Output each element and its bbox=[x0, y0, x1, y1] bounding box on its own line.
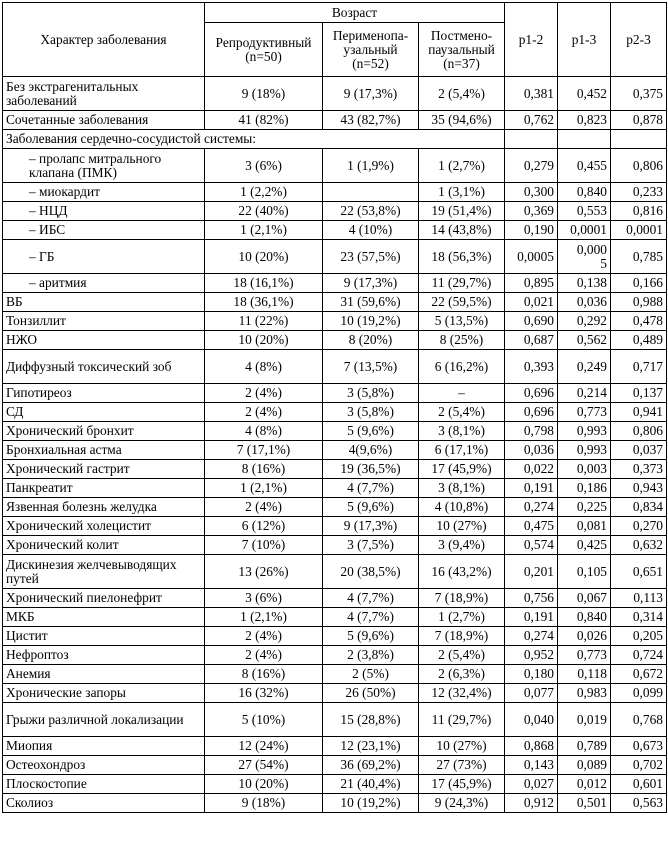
header-perimenopausal: Перименопа- узальный (n=52) bbox=[323, 23, 419, 77]
table-row bbox=[3, 403, 667, 422]
p23-value: 0,233 bbox=[611, 183, 667, 202]
perimenopausal-value: 4 (7,7%) bbox=[323, 608, 419, 627]
header-age-group: Возраст bbox=[205, 3, 505, 23]
perimenopausal-value: 4 (10%) bbox=[323, 221, 419, 240]
p23-value: 0,166 bbox=[611, 274, 667, 293]
header-p12: p1-2 bbox=[505, 3, 558, 77]
perimenopausal-value: 19 (36,5%) bbox=[323, 460, 419, 479]
p23-value: 0,099 bbox=[611, 684, 667, 703]
reproductive-value: 2 (4%) bbox=[205, 627, 323, 646]
p12-value: 0,756 bbox=[505, 589, 558, 608]
postmenopausal-value: 1 (2,7%) bbox=[419, 608, 505, 627]
p23-value: 0,673 bbox=[611, 737, 667, 756]
perimenopausal-value: 43 (82,7%) bbox=[323, 111, 419, 130]
disease-name: Язвенная болезнь желудка bbox=[3, 498, 205, 517]
p12-value: 0,022 bbox=[505, 460, 558, 479]
header-reproductive: Репродуктивный (n=50) bbox=[205, 23, 323, 77]
p13-value: 0,553 bbox=[558, 202, 611, 221]
reproductive-value: 9 (18%) bbox=[205, 77, 323, 111]
p13-value: 0,823 bbox=[558, 111, 611, 130]
p23-value: 0,785 bbox=[611, 240, 667, 274]
perimenopausal-value: 3 (5,8%) bbox=[323, 384, 419, 403]
table-row bbox=[3, 646, 667, 665]
p12-value: 0,190 bbox=[505, 221, 558, 240]
table-row bbox=[3, 536, 667, 555]
disease-name: Цистит bbox=[3, 627, 205, 646]
postmenopausal-value: 2 (6,3%) bbox=[419, 665, 505, 684]
postmenopausal-value: 7 (18,9%) bbox=[419, 589, 505, 608]
p12-value: 0,574 bbox=[505, 536, 558, 555]
postmenopausal-value: 4 (10,8%) bbox=[419, 498, 505, 517]
table-row bbox=[3, 684, 667, 703]
p12-value: 0,690 bbox=[505, 312, 558, 331]
table-row bbox=[3, 77, 667, 111]
p23-value: 0,601 bbox=[611, 775, 667, 794]
postmenopausal-value: 12 (32,4%) bbox=[419, 684, 505, 703]
p13-value: 0,118 bbox=[558, 665, 611, 684]
p12-value: 0,040 bbox=[505, 703, 558, 737]
section-row bbox=[3, 130, 667, 149]
p12-value: 0,027 bbox=[505, 775, 558, 794]
disease-name: Хронический колит bbox=[3, 536, 205, 555]
p13-value: 0,773 bbox=[558, 646, 611, 665]
perimenopausal-value: 2 (5%) bbox=[323, 665, 419, 684]
p23-value: 0,806 bbox=[611, 422, 667, 441]
p13-value: 0,186 bbox=[558, 479, 611, 498]
reproductive-value: 10 (20%) bbox=[205, 775, 323, 794]
table-row bbox=[3, 479, 667, 498]
perimenopausal-value: 4(9,6%) bbox=[323, 441, 419, 460]
header-disease: Характер заболевания bbox=[3, 3, 205, 77]
p13-value: 0,501 bbox=[558, 794, 611, 813]
p13-value: 0,789 bbox=[558, 737, 611, 756]
table-row bbox=[3, 703, 667, 737]
reproductive-value: 18 (36,1%) bbox=[205, 293, 323, 312]
disease-name: Сколиоз bbox=[3, 794, 205, 813]
p13-value: 0,455 bbox=[558, 149, 611, 183]
p13-value: 0,012 bbox=[558, 775, 611, 794]
p23-value: 0,651 bbox=[611, 555, 667, 589]
header-p13: p1-3 bbox=[558, 3, 611, 77]
p13-value: 0,225 bbox=[558, 498, 611, 517]
reproductive-value: 2 (4%) bbox=[205, 384, 323, 403]
p13-value: 0,105 bbox=[558, 555, 611, 589]
p12-value: 0,180 bbox=[505, 665, 558, 684]
reproductive-value: 9 (18%) bbox=[205, 794, 323, 813]
p13-value: 0,292 bbox=[558, 312, 611, 331]
p13-value: 0,003 bbox=[558, 460, 611, 479]
perimenopausal-value: 5 (9,6%) bbox=[323, 498, 419, 517]
reproductive-value: 4 (8%) bbox=[205, 422, 323, 441]
perimenopausal-value: 4 (7,7%) bbox=[323, 479, 419, 498]
perimenopausal-value: 21 (40,4%) bbox=[323, 775, 419, 794]
disease-name: Хронический пиелонефрит bbox=[3, 589, 205, 608]
postmenopausal-value: 3 (9,4%) bbox=[419, 536, 505, 555]
p23-value: 0,037 bbox=[611, 441, 667, 460]
p13-value: 0,019 bbox=[558, 703, 611, 737]
reproductive-value: 1 (2,2%) bbox=[205, 183, 323, 202]
reproductive-value: 5 (10%) bbox=[205, 703, 323, 737]
p23-value: 0,373 bbox=[611, 460, 667, 479]
disease-name: – ГБ bbox=[3, 240, 205, 274]
p23-value: 0,205 bbox=[611, 627, 667, 646]
postmenopausal-value: 1 (3,1%) bbox=[419, 183, 505, 202]
p12-value: 0,191 bbox=[505, 479, 558, 498]
p13-value: 0,840 bbox=[558, 183, 611, 202]
p13-value: 0,562 bbox=[558, 331, 611, 350]
table-row bbox=[3, 331, 667, 350]
p12-value: 0,696 bbox=[505, 403, 558, 422]
reproductive-value: 2 (4%) bbox=[205, 646, 323, 665]
section-title: Заболевания сердечно-сосудистой системы: bbox=[3, 130, 505, 149]
reproductive-value: 7 (10%) bbox=[205, 536, 323, 555]
postmenopausal-value: 1 (2,7%) bbox=[419, 149, 505, 183]
table-row bbox=[3, 312, 667, 331]
p23-value: 0,834 bbox=[611, 498, 667, 517]
p13-value: 0,081 bbox=[558, 517, 611, 536]
p12-value: 0,952 bbox=[505, 646, 558, 665]
table-row bbox=[3, 202, 667, 221]
p23-value: 0,632 bbox=[611, 536, 667, 555]
postmenopausal-value: 14 (43,8%) bbox=[419, 221, 505, 240]
p12-value: 0,868 bbox=[505, 737, 558, 756]
postmenopausal-value: 11 (29,7%) bbox=[419, 703, 505, 737]
reproductive-value: 4 (8%) bbox=[205, 350, 323, 384]
morbidity-table bbox=[2, 2, 667, 813]
p12-value: 0,300 bbox=[505, 183, 558, 202]
postmenopausal-value: 16 (43,2%) bbox=[419, 555, 505, 589]
empty-cell bbox=[611, 130, 667, 149]
p12-value: 0,369 bbox=[505, 202, 558, 221]
table-row bbox=[3, 183, 667, 202]
table-row bbox=[3, 665, 667, 684]
postmenopausal-value: 2 (5,4%) bbox=[419, 646, 505, 665]
table-row bbox=[3, 627, 667, 646]
disease-name: Гипотиреоз bbox=[3, 384, 205, 403]
postmenopausal-value: 17 (45,9%) bbox=[419, 775, 505, 794]
p12-value: 0,036 bbox=[505, 441, 558, 460]
p23-value: 0,270 bbox=[611, 517, 667, 536]
reproductive-value: 1 (2,1%) bbox=[205, 608, 323, 627]
p13-value: 0,089 bbox=[558, 756, 611, 775]
table-row bbox=[3, 460, 667, 479]
disease-name: ВБ bbox=[3, 293, 205, 312]
disease-name: Остеохондроз bbox=[3, 756, 205, 775]
reproductive-value: 18 (16,1%) bbox=[205, 274, 323, 293]
reproductive-value: 8 (16%) bbox=[205, 460, 323, 479]
reproductive-value: 1 (2,1%) bbox=[205, 221, 323, 240]
postmenopausal-value: 22 (59,5%) bbox=[419, 293, 505, 312]
postmenopausal-value: 35 (94,6%) bbox=[419, 111, 505, 130]
p23-value: 0,489 bbox=[611, 331, 667, 350]
reproductive-value: 16 (32%) bbox=[205, 684, 323, 703]
postmenopausal-value: 5 (13,5%) bbox=[419, 312, 505, 331]
reproductive-value: 27 (54%) bbox=[205, 756, 323, 775]
disease-name: НЖО bbox=[3, 331, 205, 350]
reproductive-value: 41 (82%) bbox=[205, 111, 323, 130]
table-row bbox=[3, 221, 667, 240]
disease-name: Анемия bbox=[3, 665, 205, 684]
perimenopausal-value: 1 (1,9%) bbox=[323, 149, 419, 183]
postmenopausal-value: 17 (45,9%) bbox=[419, 460, 505, 479]
p12-value: 0,201 bbox=[505, 555, 558, 589]
table-row bbox=[3, 350, 667, 384]
perimenopausal-value: 10 (19,2%) bbox=[323, 312, 419, 331]
disease-name: Диффузный токсический зоб bbox=[3, 350, 205, 384]
p23-value: 0,478 bbox=[611, 312, 667, 331]
perimenopausal-value: 12 (23,1%) bbox=[323, 737, 419, 756]
perimenopausal-value: 9 (17,3%) bbox=[323, 517, 419, 536]
table-row bbox=[3, 517, 667, 536]
p12-value: 0,143 bbox=[505, 756, 558, 775]
postmenopausal-value: 10 (27%) bbox=[419, 517, 505, 536]
reproductive-value: 12 (24%) bbox=[205, 737, 323, 756]
p23-value: 0,563 bbox=[611, 794, 667, 813]
p13-value: 0,773 bbox=[558, 403, 611, 422]
p23-value: 0,672 bbox=[611, 665, 667, 684]
disease-name: МКБ bbox=[3, 608, 205, 627]
p13-value: 0,993 bbox=[558, 441, 611, 460]
postmenopausal-value: 19 (51,4%) bbox=[419, 202, 505, 221]
p13-value: 0,993 bbox=[558, 422, 611, 441]
perimenopausal-value: 5 (9,6%) bbox=[323, 627, 419, 646]
header-postmenopausal: Постмено- паузальный (n=37) bbox=[419, 23, 505, 77]
p12-value: 0,381 bbox=[505, 77, 558, 111]
postmenopausal-value: 3 (8,1%) bbox=[419, 422, 505, 441]
perimenopausal-value: 2 (3,8%) bbox=[323, 646, 419, 665]
reproductive-value: 2 (4%) bbox=[205, 403, 323, 422]
reproductive-value: 3 (6%) bbox=[205, 149, 323, 183]
table-row bbox=[3, 775, 667, 794]
p23-value: 0,702 bbox=[611, 756, 667, 775]
p23-value: 0,314 bbox=[611, 608, 667, 627]
p23-value: 0,724 bbox=[611, 646, 667, 665]
p13-value: 0,425 bbox=[558, 536, 611, 555]
postmenopausal-value: 6 (16,2%) bbox=[419, 350, 505, 384]
perimenopausal-value: 9 (17,3%) bbox=[323, 77, 419, 111]
perimenopausal-value: 8 (20%) bbox=[323, 331, 419, 350]
p23-value: 0,988 bbox=[611, 293, 667, 312]
p12-value: 0,274 bbox=[505, 627, 558, 646]
postmenopausal-value: – bbox=[419, 384, 505, 403]
table-row bbox=[3, 498, 667, 517]
postmenopausal-value: 6 (17,1%) bbox=[419, 441, 505, 460]
postmenopausal-value: 27 (73%) bbox=[419, 756, 505, 775]
p23-value: 0,816 bbox=[611, 202, 667, 221]
perimenopausal-value: 22 (53,8%) bbox=[323, 202, 419, 221]
postmenopausal-value: 10 (27%) bbox=[419, 737, 505, 756]
postmenopausal-value: 8 (25%) bbox=[419, 331, 505, 350]
p12-value: 0,798 bbox=[505, 422, 558, 441]
reproductive-value: 2 (4%) bbox=[205, 498, 323, 517]
table-row bbox=[3, 756, 667, 775]
p23-value: 0,113 bbox=[611, 589, 667, 608]
perimenopausal-value: 20 (38,5%) bbox=[323, 555, 419, 589]
p23-value: 0,806 bbox=[611, 149, 667, 183]
table-row bbox=[3, 293, 667, 312]
postmenopausal-value: 9 (24,3%) bbox=[419, 794, 505, 813]
disease-name: Хронические запоры bbox=[3, 684, 205, 703]
p12-value: 0,687 bbox=[505, 331, 558, 350]
postmenopausal-value: 7 (18,9%) bbox=[419, 627, 505, 646]
reproductive-value: 11 (22%) bbox=[205, 312, 323, 331]
p13-value: 0,840 bbox=[558, 608, 611, 627]
perimenopausal-value: 31 (59,6%) bbox=[323, 293, 419, 312]
p13-value: 0,067 bbox=[558, 589, 611, 608]
p13-value: 0,983 bbox=[558, 684, 611, 703]
disease-name: – миокардит bbox=[3, 183, 205, 202]
table-row bbox=[3, 274, 667, 293]
p23-value: 0,717 bbox=[611, 350, 667, 384]
postmenopausal-value: 2 (5,4%) bbox=[419, 403, 505, 422]
p23-value: 0,941 bbox=[611, 403, 667, 422]
postmenopausal-value: 18 (56,3%) bbox=[419, 240, 505, 274]
table-row bbox=[3, 555, 667, 589]
table-row bbox=[3, 240, 667, 274]
reproductive-value: 8 (16%) bbox=[205, 665, 323, 684]
p13-value: 0,026 bbox=[558, 627, 611, 646]
disease-name: Без экстрагенитальных заболеваний bbox=[3, 77, 205, 111]
disease-name: Хронический гастрит bbox=[3, 460, 205, 479]
table-body bbox=[3, 77, 667, 813]
p23-value: 0,943 bbox=[611, 479, 667, 498]
p13-value: 0,0001 bbox=[558, 221, 611, 240]
p12-value: 0,895 bbox=[505, 274, 558, 293]
p12-value: 0,0005 bbox=[505, 240, 558, 274]
p12-value: 0,274 bbox=[505, 498, 558, 517]
table-row bbox=[3, 589, 667, 608]
perimenopausal-value: 15 (28,8%) bbox=[323, 703, 419, 737]
p13-value: 0,000 5 bbox=[558, 240, 611, 274]
p12-value: 0,762 bbox=[505, 111, 558, 130]
perimenopausal-value: 9 (17,3%) bbox=[323, 274, 419, 293]
reproductive-value: 10 (20%) bbox=[205, 240, 323, 274]
disease-name: СД bbox=[3, 403, 205, 422]
p23-value: 0,375 bbox=[611, 77, 667, 111]
reproductive-value: 7 (17,1%) bbox=[205, 441, 323, 460]
empty-cell bbox=[558, 130, 611, 149]
reproductive-value: 1 (2,1%) bbox=[205, 479, 323, 498]
disease-name: Дискинезия желчевыводящих путей bbox=[3, 555, 205, 589]
disease-name: – пролапс митрального клапана (ПМК) bbox=[3, 149, 205, 183]
p12-value: 0,021 bbox=[505, 293, 558, 312]
reproductive-value: 10 (20%) bbox=[205, 331, 323, 350]
disease-name: – НЦД bbox=[3, 202, 205, 221]
perimenopausal-value: 3 (5,8%) bbox=[323, 403, 419, 422]
table-row bbox=[3, 149, 667, 183]
perimenopausal-value: 36 (69,2%) bbox=[323, 756, 419, 775]
disease-name: Сочетанные заболевания bbox=[3, 111, 205, 130]
table-row bbox=[3, 111, 667, 130]
disease-name: – аритмия bbox=[3, 274, 205, 293]
reproductive-value: 22 (40%) bbox=[205, 202, 323, 221]
disease-name: Миопия bbox=[3, 737, 205, 756]
perimenopausal-value: 26 (50%) bbox=[323, 684, 419, 703]
disease-name: Панкреатит bbox=[3, 479, 205, 498]
p23-value: 0,878 bbox=[611, 111, 667, 130]
reproductive-value: 13 (26%) bbox=[205, 555, 323, 589]
p13-value: 0,452 bbox=[558, 77, 611, 111]
p12-value: 0,191 bbox=[505, 608, 558, 627]
p12-value: 0,912 bbox=[505, 794, 558, 813]
perimenopausal-value: 23 (57,5%) bbox=[323, 240, 419, 274]
disease-name: Тонзиллит bbox=[3, 312, 205, 331]
table-row bbox=[3, 737, 667, 756]
table-row bbox=[3, 608, 667, 627]
p13-value: 0,036 bbox=[558, 293, 611, 312]
table-row bbox=[3, 441, 667, 460]
postmenopausal-value: 11 (29,7%) bbox=[419, 274, 505, 293]
perimenopausal-value: 10 (19,2%) bbox=[323, 794, 419, 813]
p13-value: 0,214 bbox=[558, 384, 611, 403]
reproductive-value: 6 (12%) bbox=[205, 517, 323, 536]
perimenopausal-value: 3 (7,5%) bbox=[323, 536, 419, 555]
p23-value: 0,137 bbox=[611, 384, 667, 403]
disease-name: – ИБС bbox=[3, 221, 205, 240]
perimenopausal-value bbox=[323, 183, 419, 202]
disease-name: Плоскостопие bbox=[3, 775, 205, 794]
disease-name: Грыжи различной локализации bbox=[3, 703, 205, 737]
p13-value: 0,249 bbox=[558, 350, 611, 384]
p13-value: 0,138 bbox=[558, 274, 611, 293]
p23-value: 0,768 bbox=[611, 703, 667, 737]
table-row bbox=[3, 422, 667, 441]
table-row bbox=[3, 794, 667, 813]
p23-value: 0,0001 bbox=[611, 221, 667, 240]
postmenopausal-value: 2 (5,4%) bbox=[419, 77, 505, 111]
perimenopausal-value: 5 (9,6%) bbox=[323, 422, 419, 441]
postmenopausal-value: 3 (8,1%) bbox=[419, 479, 505, 498]
p12-value: 0,393 bbox=[505, 350, 558, 384]
perimenopausal-value: 7 (13,5%) bbox=[323, 350, 419, 384]
p12-value: 0,077 bbox=[505, 684, 558, 703]
p12-value: 0,475 bbox=[505, 517, 558, 536]
header-p23: p2-3 bbox=[611, 3, 667, 77]
table-row bbox=[3, 384, 667, 403]
p12-value: 0,696 bbox=[505, 384, 558, 403]
p12-value: 0,279 bbox=[505, 149, 558, 183]
disease-name: Хронический бронхит bbox=[3, 422, 205, 441]
reproductive-value: 3 (6%) bbox=[205, 589, 323, 608]
disease-name: Нефроптоз bbox=[3, 646, 205, 665]
disease-name: Хронический холецистит bbox=[3, 517, 205, 536]
perimenopausal-value: 4 (7,7%) bbox=[323, 589, 419, 608]
empty-cell bbox=[505, 130, 558, 149]
disease-name: Бронхиальная астма bbox=[3, 441, 205, 460]
